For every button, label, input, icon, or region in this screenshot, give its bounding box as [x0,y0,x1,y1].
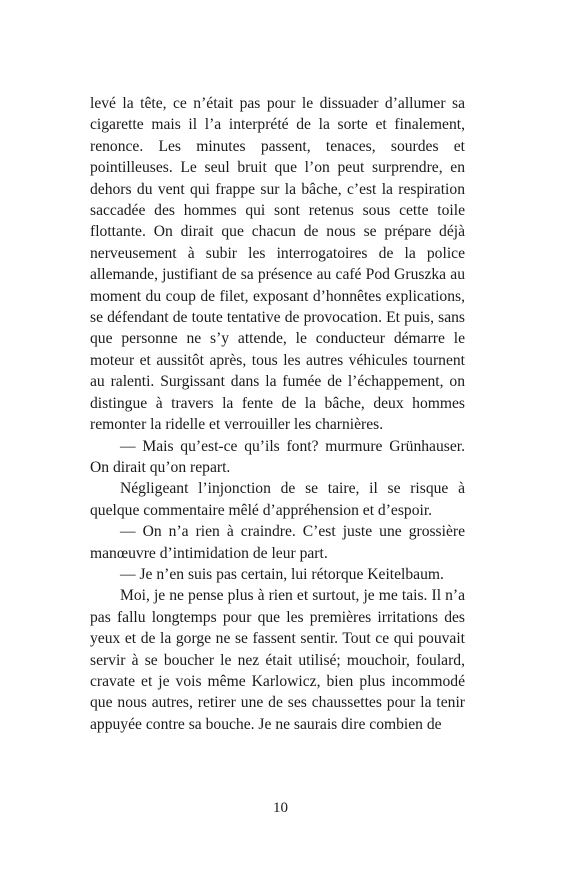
paragraph: Moi, je ne pense plus à rien et surtout, je me tais. Il n’a pas fallu longtemps pour que les premières irritations des yeux et de la gorge ne se fassent sentir. Tout ce qui pouvait servir à se boucher le nez était utilisé; mouchoir, foulard, cravate et je vois même Karlowicz, bien plus incommodé que nous autres, retirer une de ses chaussettes pour la tenir appuyée contre sa bouche. Je ne saurais dire combien de [90,587,465,733]
page-body [90,93,465,735]
paragraph: — On n’a rien à craindre. C’est juste une grossière manœuvre d’intimidation de leur part. [90,523,465,562]
paragraph: — Je n’en suis pas certain, lui rétorque Keitelbaum. [120,565,444,583]
text-block [90,93,465,735]
page-number: 10 [273,800,288,816]
paragraph: — Mais qu’est-ce qu’ils font? murmure Grünhauser. On dirait qu’on repart. [90,437,465,476]
paragraph: Négligeant l’injonction de se taire, il se risque à quelque commentaire mêlé d’appréhension et d’espoir. [90,480,465,519]
paragraph: levé la tête, ce n’était pas pour le dissuader d’allumer sa cigarette mais il l’a interprété de la sorte et finalement, renonce. Les minutes passent, tenaces, sourdes et pointilleuses. Le seul bruit que l’on peut surprendre, en dehors du vent qui frappe sur la bâche, c’est la respiration saccadée des hommes qui sont retenus sous cette toile flottante. On dirait que chacun de nous se prépare déjà nerveusement à subir les interrogatoires de la police allemande, justifiant de sa présence au café Pod Gruszka au moment du coup de filet, exposant d’honnêtes explications, se défendant de toute tentative de provocation. Et puis, sans que personne ne s’y attende, le conducteur démarre le moteur et aussitôt après, tous les autres véhicules tournent au ralenti. Surgissant dans la fumée de l’échappement, on distingue à travers la fente de la bâche, deux hommes remonter la ridelle et verrouiller les charnières. [90,95,465,434]
